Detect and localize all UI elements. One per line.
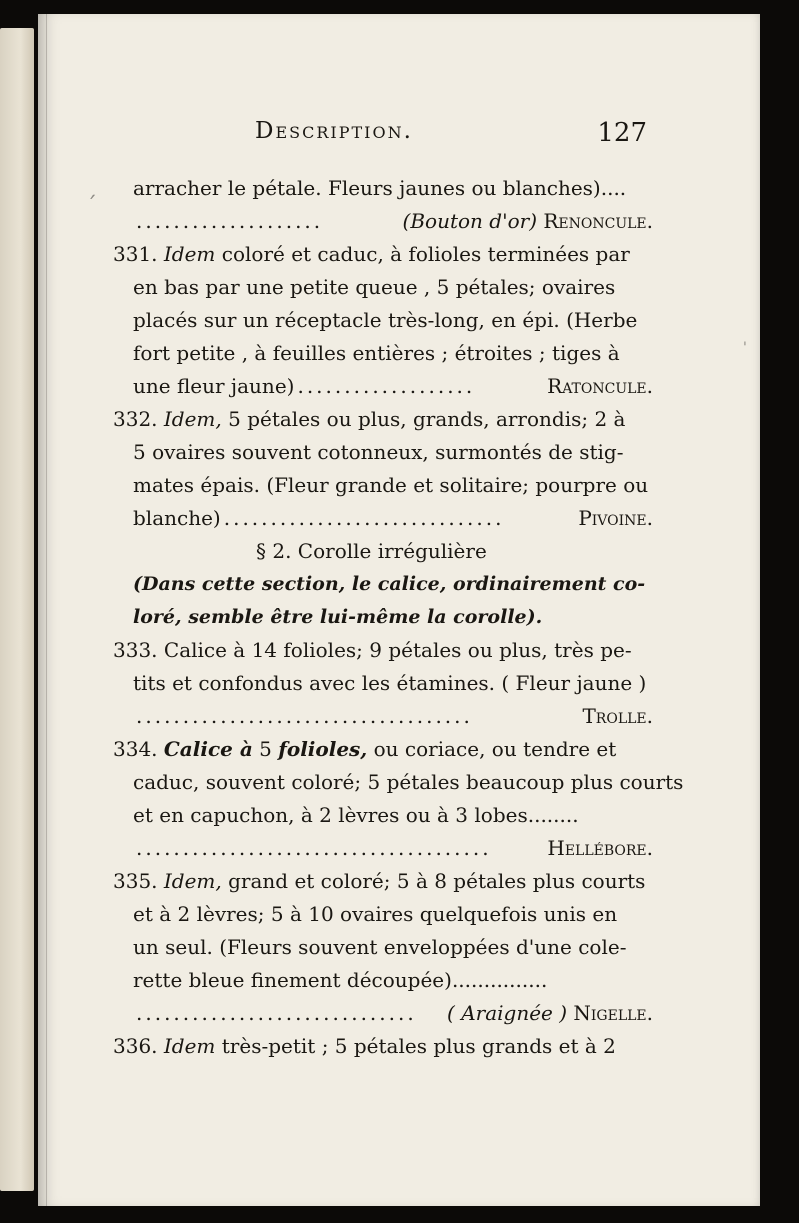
text-line: .................... (Bouton d'or) Renoncule. [136,209,653,233]
text-line: 334. Calice à 5 folioles, ou coriace, ou tendre et [113,737,617,761]
text-line: et en capuchon, à 2 lèvres ou à 3 lobes........ [133,803,579,827]
text-line: en bas par une petite queue , 5 pétales; ovaires [133,275,616,299]
book-page [38,14,760,1206]
text-line: 333. Calice à 14 folioles; 9 pétales ou plus, très pe- [113,638,632,662]
section-heading: § 2. Corolle irrégulière [256,539,487,563]
text-line: blanche) .............................. Pivoine. [133,502,653,534]
text-line: 335. Idem, grand et coloré; 5 à 8 pétales plus courts [113,869,646,893]
facing-page-edge [0,28,34,1191]
text-line: .............................. ( Araignée ) Nigelle. [136,1001,653,1025]
page-stain: ´ [86,194,97,219]
text-line: arracher le pétale. Fleurs jaunes ou blanches).... [133,176,627,200]
running-header [255,118,655,152]
text-line: .................................... Trolle. [133,700,653,732]
genus-name: Trolle. [582,704,653,728]
genus-name: Pivoine. [578,506,653,530]
text-line: un seul. (Fleurs souvent enveloppées d'une cole- [133,935,627,959]
text-line: ...................................... Hellébore. [133,832,653,864]
genus-name: Nigelle. [573,1001,653,1025]
text-line: 336. Idem très-petit ; 5 pétales plus grands et à 2 [113,1034,616,1058]
page-title: Description. [255,118,413,144]
page-stain: ' [743,340,747,356]
text-line: caduc, souvent coloré; 5 pétales beaucoup plus courts [133,770,684,794]
text-line: rette bleue finement découpée)............... [133,968,548,992]
genus-name: Renoncule. [543,209,653,233]
text-line: tits et confondus avec les étamines. ( Fleur jaune ) [133,671,647,695]
text-line: une fleur jaune) ................... Ratoncule. [133,370,653,402]
genus-name: Hellébore. [547,836,653,860]
text-line: (Dans cette section, le calice, ordinairement co- [133,573,646,595]
page-number: 127 [597,118,647,148]
text-line: 332. Idem, 5 pétales ou plus, grands, arrondis; 2 à [113,407,626,431]
text-line: 331. Idem coloré et caduc, à folioles terminées par [113,242,630,266]
text-line: mates épais. (Fleur grande et solitaire; pourpre ou [133,473,649,497]
text-line: placés sur un réceptacle très-long, en épi. (Herbe [133,308,638,332]
genus-name: Ratoncule. [547,374,653,398]
text-line: 5 ovaires souvent cotonneux, surmontés de stig- [133,440,624,464]
text-line: fort petite , à feuilles entières ; étroites ; tiges à [133,341,620,365]
text-line: et à 2 lèvres; 5 à 10 ovaires quelquefois unis en [133,902,618,926]
text-line: loré, semble être lui-même la corolle). [133,606,543,628]
